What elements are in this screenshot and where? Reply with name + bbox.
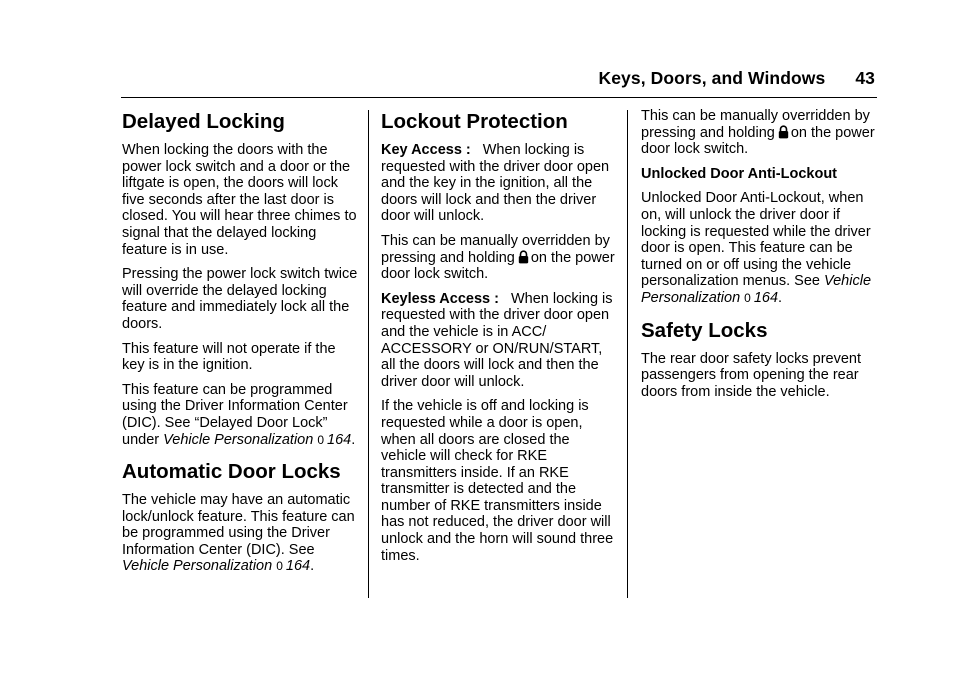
lock-icon: [778, 125, 789, 139]
paragraph: [381, 142, 617, 225]
paragraph-text: This can be manually overridden by pressing and holding: [641, 108, 870, 141]
paragraph-text: This feature can be programmed using the Driver Information Center (DIC). See “Delayed Door Lock” under: [122, 381, 348, 448]
paragraph-text: on the power door lock switch.: [381, 249, 615, 283]
heading-lockout-protection: Lockout Protection: [381, 110, 568, 133]
column-1: [122, 108, 358, 583]
cross-reference-link[interactable]: Vehicle Personalization: [122, 558, 273, 575]
heading-automatic-door-locks: Automatic Door Locks: [122, 460, 341, 484]
reference-arrow-icon: 0: [276, 559, 283, 574]
cross-reference-link[interactable]: Vehicle Personalization: [163, 431, 314, 448]
paragraph: Unlocked Door Anti-Lockout, when on, will unlock the driver door if locking is requested while the driver door is open. This feature can be turned on or off using the vehicle personalization menus. See Vehicle Personalization 0 164.: [641, 190, 872, 306]
header-rule: [121, 97, 877, 98]
page-header: [0, 68, 875, 89]
paragraph-text: The vehicle may have an automatic lock/unlock feature. This feature can be programmed using the Driver Information Center (DIC). See: [122, 492, 355, 558]
page-number: 43: [855, 68, 875, 88]
subheading-unlocked-door-anti-lockout: Unlocked Door Anti-Lockout: [641, 165, 838, 182]
paragraph-text: When locking is requested with the driver door open and the key in the ignition, all the doors will lock and then the driver door will unlock.: [381, 142, 610, 225]
cross-reference-link[interactable]: Vehicle Personalization: [641, 273, 872, 306]
paragraph: This feature will not operate if the key is in the ignition.: [122, 340, 336, 374]
paragraph: [641, 108, 877, 158]
page-reference[interactable]: 164: [327, 431, 352, 448]
paragraph: The vehicle may have an automatic lock/unlock feature. This feature can be programmed using the Driver Information Center (DIC). See Vehicle Personalization 0 164.: [122, 492, 355, 575]
lock-icon: [518, 250, 529, 264]
paragraph: When locking the doors with the power lock switch and a door or the liftgate is open, the doors will lock five seconds after the last door is closed. You will hear three chimes to signal that the delayed locking feature is in use.: [122, 142, 357, 258]
column-3: [641, 108, 877, 408]
heading-safety-locks: Safety Locks: [641, 318, 768, 342]
page-reference[interactable]: 164: [753, 289, 779, 306]
column-2: [381, 108, 617, 572]
paragraph-text: This can be manually overridden by pressing and holding: [381, 232, 610, 266]
section-title: Keys, Doors, and Windows: [598, 68, 826, 88]
column-divider: [368, 110, 369, 598]
paragraph-text: Unlocked Door Anti-Lockout, when on, will unlock the driver door if locking is requested while the driver door is open. This feature can be turned on or off using the vehicle personalization menus. See: [641, 190, 871, 290]
column-divider: [627, 110, 628, 598]
paragraph: This feature can be programmed using the Driver Information Center (DIC). See “Delayed Door Lock” under Vehicle Personalization 0 164.: [122, 381, 356, 448]
reference-arrow-icon: 0: [317, 432, 325, 447]
heading-delayed-locking: Delayed Locking: [122, 110, 285, 133]
paragraph: Pressing the power lock switch twice will override the delayed locking feature and immediately lock all the doors.: [122, 266, 358, 332]
term-key-access: Key Access :: [381, 142, 471, 158]
paragraph: [381, 233, 617, 283]
page-reference[interactable]: 164: [285, 558, 311, 575]
paragraph-text: When locking is requested with the driver door open and the vehicle is in ACC/ ACCESSORY or ON/RUN/START, all the doors will lock and then the driver door will unlock.: [381, 290, 613, 390]
paragraph: If the vehicle is off and locking is requested while a door is open, when all doors are closed the vehicle will check for RKE transmitters inside. If an RKE transmitter is detected and the number of RKE transmitters inside has not reduced, the driver door will unlock and the horn will sound three times.: [381, 398, 614, 564]
reference-arrow-icon: 0: [744, 290, 751, 305]
term-keyless-access: Keyless Access :: [381, 290, 499, 307]
paragraph-text: on the power door lock switch.: [641, 124, 875, 158]
paragraph: The rear door safety locks prevent passengers from opening the rear doors from inside the vehicle.: [641, 350, 862, 400]
paragraph: [381, 291, 617, 391]
